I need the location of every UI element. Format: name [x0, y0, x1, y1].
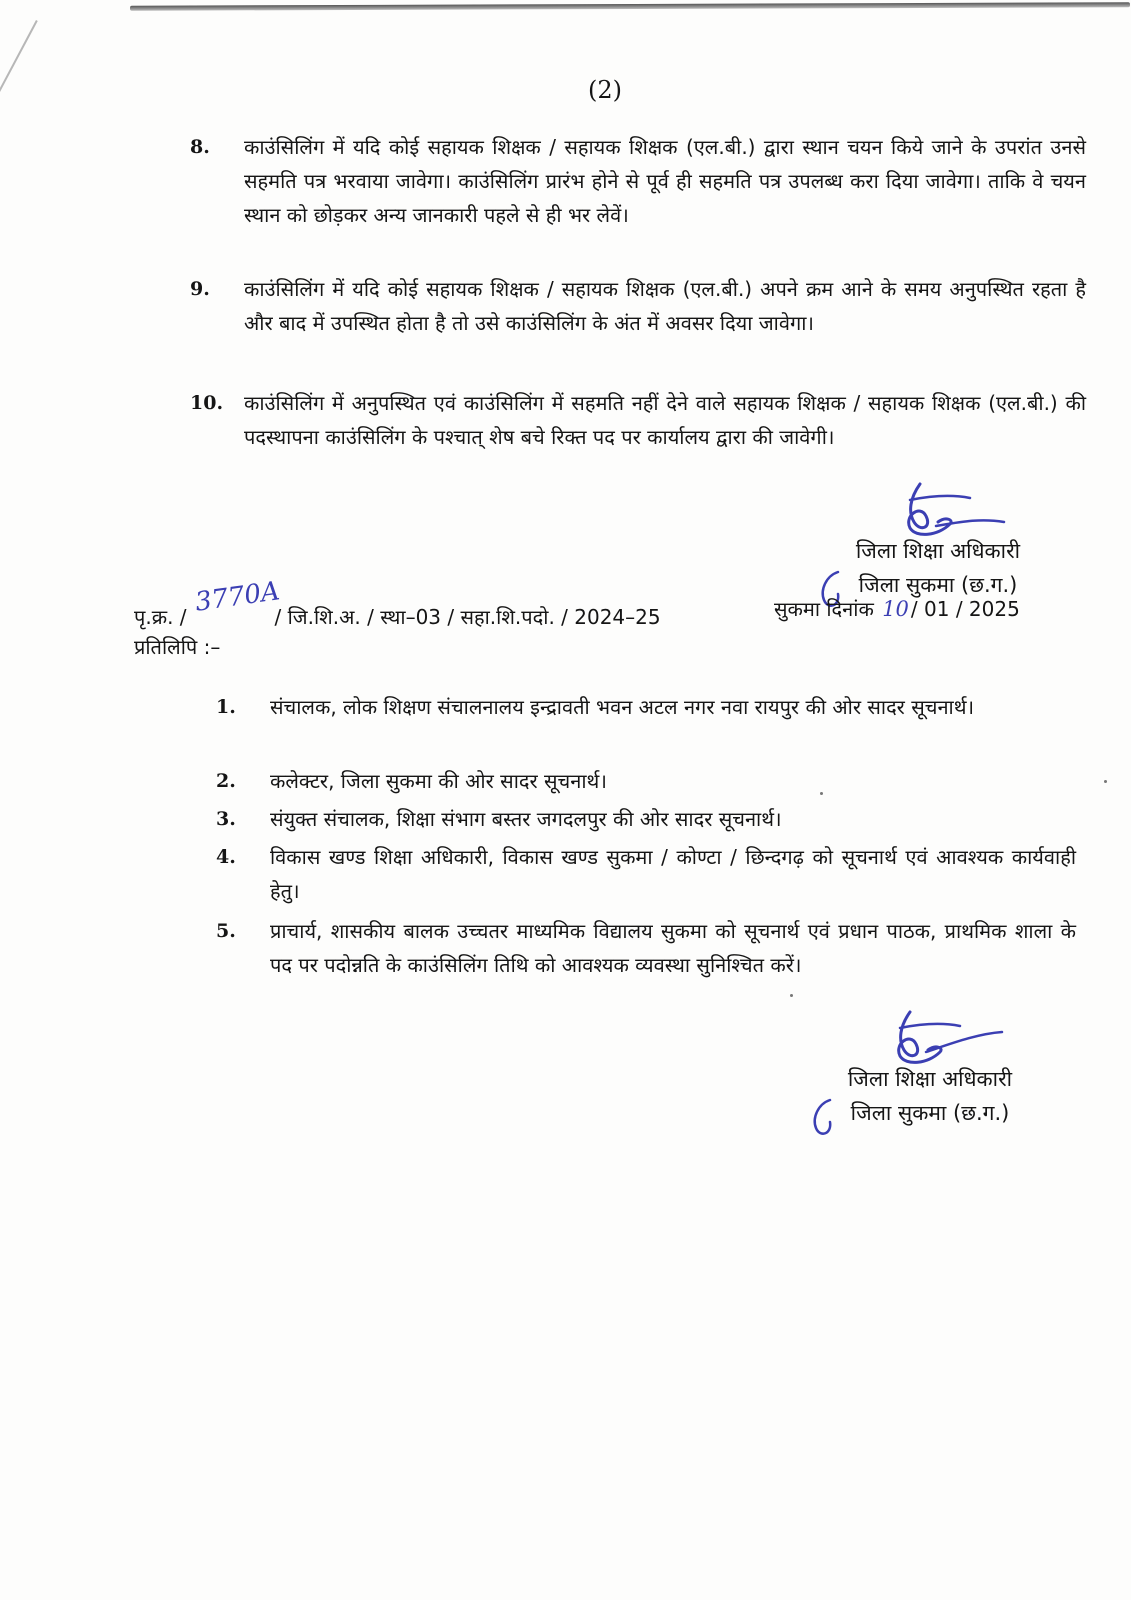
signatory-office: जिला सुकमा (छ.ग.) — [850, 1101, 1010, 1125]
reference-prefix: पृ.क्र. / — [134, 605, 187, 629]
clause-text: काउंसिलिंग में अनुपस्थित एवं काउंसिलिंग में सहमति नहीं देने वाले सहायक शिक्षक / सहायक शिक्षक (एल.बी.) की पदस्थापना काउंसिलिंग के पश्चात् शेष बचे रिक्त पद पर कार्यालय द्वारा की जावेगी। — [244, 391, 1086, 449]
scan-edge — [130, 2, 1130, 10]
page-number: (2) — [588, 76, 622, 104]
handwritten-date-day: 10 — [882, 597, 909, 621]
copy-number: 1. — [216, 696, 236, 718]
copy-item-1 — [216, 690, 1076, 760]
clause-number: 10. — [190, 392, 224, 414]
place-date — [774, 594, 1020, 624]
clause-number: 9. — [190, 278, 210, 300]
reference-handwritten-number — [187, 576, 282, 624]
copy-number: 3. — [216, 808, 236, 830]
copy-text: संयुक्त संचालक, शिक्षा संभाग बस्तर जगदलपुर की ओर सादर सूचनार्थ। — [270, 807, 782, 831]
reference-code: / जि.शि.अ. / स्था–03 / सहा.शि.पदो. / 2024–25 — [274, 605, 661, 629]
copy-number: 4. — [216, 846, 236, 868]
signatory-office: जिला सुकमा (छ.ग.) — [858, 573, 1018, 597]
clause-text: काउंसिलिंग में यदि कोई सहायक शिक्षक / सहायक शिक्षक (एल.बी.) द्वारा स्थान चयन किये जाने के उपरांत उनसे सहमति पत्र भरवाया जावेगा। काउंसिलिंग प्रारंभ होने से पूर्व ही सहमति पत्र उपलब्ध करा दिया जावेगा। ताकि वे चयन स्थान को छोड़कर अन्य जानकारी पहले से ही भर लेवें। — [244, 135, 1086, 227]
copy-number: 2. — [216, 770, 236, 792]
copy-to-label: प्रतिलिपि :– — [134, 635, 221, 659]
fold-line — [0, 20, 38, 122]
copy-number: 5. — [216, 920, 236, 942]
scan-speck — [1104, 780, 1107, 783]
copy-text: संचालक, लोक शिक्षण संचालनालय इन्द्रावती भवन अटल नगर नवा रायपुर की ओर सादर सूचनार्थ। — [270, 695, 975, 719]
place-date-label: सुकमा दिनांक — [774, 597, 874, 621]
copy-item-5 — [216, 914, 1076, 1018]
signatory-designation: जिला शिक्षा अधिकारी — [855, 539, 1021, 563]
scan-speck — [790, 994, 793, 997]
copy-text: विकास खण्ड शिक्षा अधिकारी, विकास खण्ड सुकमा / कोण्टा / छिन्दगढ़ को सूचनार्थ एवं आवश्यक कार्यवाही हेतु। — [270, 845, 1076, 903]
copy-text: कलेक्टर, जिला सुकमा की ओर सादर सूचनार्थ। — [270, 769, 607, 793]
date-rest: / 01 / 2025 — [910, 597, 1020, 621]
copy-item-4 — [216, 840, 1076, 910]
copy-text: प्राचार्य, शासकीय बालक उच्चतर माध्यमिक विद्यालय सुकमा को सूचनार्थ एवं प्रधान पाठक, प्राथमिक शाला के पद पर पदोन्नति के काउंसिलिंग तिथि को आवश्यक व्यवस्था सुनिश्चित करें। — [270, 919, 1076, 977]
copy-item-3 — [216, 802, 1076, 836]
copy-item-2 — [216, 764, 1076, 798]
signature-block-2 — [820, 1062, 1040, 1130]
handwritten-number-text: 3770A — [192, 576, 282, 618]
signatory-designation: जिला शिक्षा अधिकारी — [847, 1067, 1013, 1091]
clause-10 — [190, 386, 1086, 490]
clause-8 — [190, 130, 1086, 270]
scan-speck — [820, 792, 823, 795]
reference-number-line — [134, 576, 661, 632]
signature-block-1 — [828, 534, 1048, 602]
clause-9 — [190, 272, 1086, 376]
clause-text: काउंसिलिंग में यदि कोई सहायक शिक्षक / सहायक शिक्षक (एल.बी.) अपने क्रम आने के समय अनुपस्थित रहता है और बाद में उपस्थित होता है तो उसे काउंसिलिंग के अंत में अवसर दिया जावेगा। — [244, 277, 1086, 335]
clause-number: 8. — [190, 136, 210, 158]
